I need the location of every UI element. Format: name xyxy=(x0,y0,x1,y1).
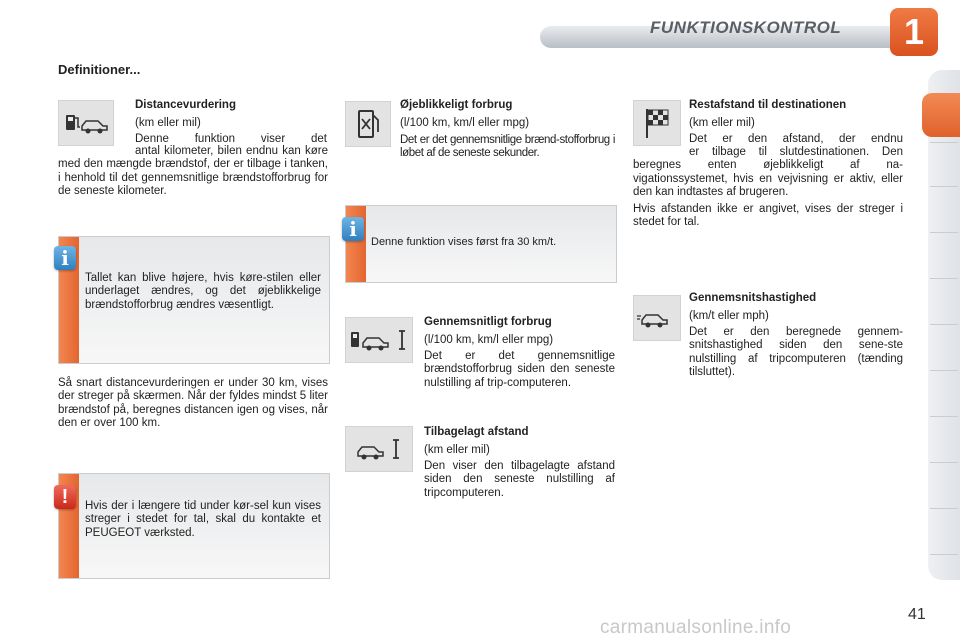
travelled-heading: Tilbagelagt afstand xyxy=(424,426,529,438)
average-body: Det er det gennemsnitlige brændstofforbrug siden den seneste nulstilling af trip-computeren. xyxy=(424,350,615,389)
tab-divider xyxy=(930,508,958,509)
fuel-car-trip-icon xyxy=(345,317,413,363)
chapter-tabs xyxy=(928,70,960,580)
distance-body: antal kilometer, bilen endnu kan køre med den mængde brændstof, der er tilbage i tanken, i henhold til det gennemsnitlige brændstofforbrug for de seneste kilometer. xyxy=(58,145,328,197)
tab-divider xyxy=(930,416,958,417)
info-note-speed-text: Denne funktion vises først fra 30 km/t. xyxy=(371,236,557,248)
remaining-body: er tilbage til slutdestinationen. Den beregnes enten øjeblikkeligt af na-vigationssystemet, hvis en vejvisning er aktiv, eller den kan indtastes af brugeren. xyxy=(633,146,903,198)
travelled-unit: (km eller mil) xyxy=(424,444,490,456)
checkered-flag-icon xyxy=(633,100,681,146)
speed-heading: Gennemsnitshastighed xyxy=(689,292,817,304)
tab-divider xyxy=(930,324,958,325)
instant-unit: (l/100 km, km/l eller mpg) xyxy=(400,117,530,129)
instant-body: Det er det gennemsnitlige brænd-stofforbrug i løbet af de seneste sekunder. xyxy=(400,134,615,160)
instant-heading: Øjeblikkeligt forbrug xyxy=(400,99,513,111)
speed-unit: (km/t eller mph) xyxy=(689,310,769,322)
distance-heading: Distancevurdering xyxy=(135,99,236,111)
page-number: 41 xyxy=(908,606,926,623)
fuel-pump-icon xyxy=(345,101,391,147)
remaining-heading: Restafstand til destinationen xyxy=(689,99,847,111)
tab-divider xyxy=(930,554,958,555)
car-speed-icon xyxy=(633,295,681,341)
tab-divider xyxy=(930,370,958,371)
tab-divider xyxy=(930,462,958,463)
distance-paragraph: Så snart distancevurderingen er under 30 km, vises der streger på skærmen. Når der fyldes mindst 5 liter brændstof på, beregnes distancen igen og vises, når den er over 100 km. xyxy=(58,377,328,429)
remaining-unit: (km eller mil) xyxy=(689,117,755,129)
travelled-body: Den viser den tilbagelagte afstand siden den seneste nulstilling af tripcomputeren. xyxy=(424,460,615,499)
remaining-lead: Det er den afstand, der endnu xyxy=(689,133,903,145)
distance-unit: (km eller mil) xyxy=(135,117,201,129)
watermark: carmanualsonline.info xyxy=(600,617,792,638)
tab-divider xyxy=(930,278,958,279)
info-icon: i xyxy=(54,246,76,270)
distance-lead: Denne funktion viser det xyxy=(135,133,327,145)
remaining-body2: Hvis afstanden ikke er angivet, vises der streger i stedet for tal. xyxy=(633,203,903,229)
speed-body: Det er den beregnede gennem-snitshastighed siden den sene-ste nulstilling af tripcomputeren (tænding tilsluttet). xyxy=(689,326,903,378)
page-title: FUNKTIONSKONTROL xyxy=(650,18,842,37)
tab-divider xyxy=(930,142,958,143)
chapter-tab-active[interactable] xyxy=(922,93,960,137)
fuel-pump-car-icon xyxy=(58,100,114,146)
warning-icon: ! xyxy=(54,485,76,509)
info-note-text: Tallet kan blive højere, hvis køre-stilen eller underlaget ændres, og det øjeblikkelige brændstofforbrug ændres væsentligt. xyxy=(85,272,321,311)
car-trip-icon xyxy=(345,426,413,472)
average-unit: (l/100 km, km/l eller mpg) xyxy=(424,334,554,346)
tab-divider xyxy=(930,186,958,187)
section-subtitle: Definitioner... xyxy=(58,62,141,77)
average-heading: Gennemsnitligt forbrug xyxy=(424,316,552,328)
tab-divider xyxy=(930,232,958,233)
warning-note-text: Hvis der i længere tid under kør-sel kun vises streger i stedet for tal, skal du kontakte et PEUGEOT værksted. xyxy=(85,500,321,539)
chapter-badge: 1 xyxy=(890,8,938,56)
info-icon: i xyxy=(342,217,364,241)
